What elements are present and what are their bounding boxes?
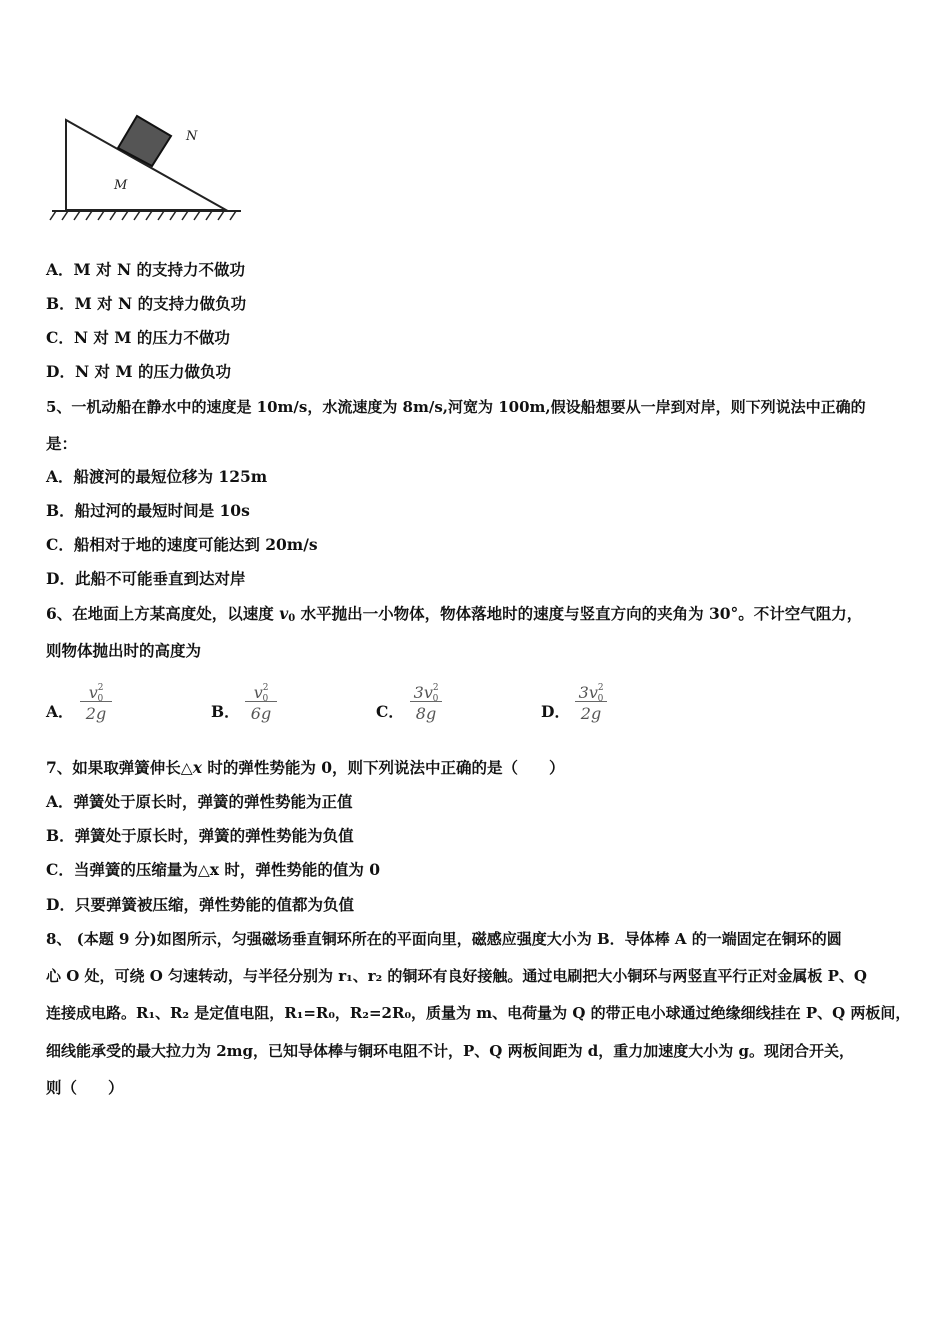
q4-option-d: D．N 对 M 的压力做负功 <box>46 362 231 381</box>
ground-hatching <box>50 211 236 220</box>
q7-stem-part-b: 时的弹性势能为 0，则下列说法中正确的是（ ） <box>201 758 565 777</box>
q4-option-b: B．M 对 N 的支持力做负功 <box>46 294 247 313</box>
q7-option-d: D．只要弹簧被压缩，弹性势能的值都为负值 <box>46 895 354 914</box>
q5-stem-line1: 5、一机动船在静水中的速度是 10m/s，水流速度为 8m/s,河宽为 100m,假设船想要从一岸到对岸，则下列说法中正确的 <box>46 398 866 416</box>
q5-stem-line2: 是： <box>46 434 78 453</box>
q7-option-b: B．弹簧处于原长时，弹簧的弹性势能为负值 <box>46 826 354 845</box>
q5-option-b: B．船过河的最短时间是 10s <box>46 501 250 520</box>
q6-option-b-fraction <box>241 676 281 726</box>
q7-option-a: A．弹簧处于原长时，弹簧的弹性势能为正值 <box>46 792 353 811</box>
q4-option-a: A．M 对 N 的支持力不做功 <box>46 260 246 279</box>
q6-v0-var: v <box>279 604 289 623</box>
q6-option-c-fraction <box>406 676 446 726</box>
q6-option-a-var: v <box>88 683 98 702</box>
q8-stem-line1: 8、 (本题 9 分)如图所示，匀强磁场垂直铜环所在的平面向里，磁感应强度大小为 B．导体棒 A 的一端固定在铜环的圆 <box>46 930 842 948</box>
q8-stem-line5: 则（ ） <box>46 1078 124 1097</box>
q6-option-d-label: D． <box>541 702 570 721</box>
incline-diagram <box>46 108 246 228</box>
q7-stem-part-a: 7、如果取弹簧伸长△ <box>46 758 193 777</box>
q6-option-b-den: 6g <box>250 704 272 723</box>
q6-stem-part-b: 水平抛出一小物体，物体落地时的速度与竖直方向的夹角为 30°。不计空气阻力， <box>295 604 863 623</box>
block-n-label: N <box>186 129 198 144</box>
q8-stem-line4: 细线能承受的最大拉力为 2mg，已知导体棒与铜环电阻不计，P、Q 两板间距为 d，重力加速度大小为 g。现闭合开关， <box>46 1042 855 1060</box>
q6-option-d-sup: 2 <box>597 683 604 693</box>
q7-stem <box>46 758 565 778</box>
q6-v0-sub: 0 <box>288 613 296 624</box>
q6-option-d-coef: 3 <box>578 683 589 702</box>
q6-option-c-coef: 3 <box>413 683 424 702</box>
q6-stem-part-a: 6、在地面上方某高度处，以速度 <box>46 604 280 623</box>
q6-option-d-fraction <box>571 676 611 726</box>
q4-option-c: C．N 对 M 的压力不做功 <box>46 328 230 347</box>
q6-option-a-sub: 0 <box>97 694 104 704</box>
q6-option-c-den: 8g <box>415 704 437 723</box>
wedge-m-label: M <box>114 178 128 193</box>
q6-option-c-label: C． <box>376 702 404 721</box>
q5-option-d: D．此船不可能垂直到达对岸 <box>46 569 246 588</box>
q8-stem-line3: 连接成电路。R₁、R₂ 是定值电阻，R₁=R₀，R₂=2R₀，质量为 m、电荷量为 Q 的带正电小球通过绝缘细线挂在 P、Q 两板间， <box>46 1004 911 1022</box>
q6-option-d-var: v <box>588 683 598 702</box>
q6-stem-line1 <box>46 604 862 629</box>
q6-option-c-sub: 0 <box>432 694 439 704</box>
q7-option-c: C．当弹簧的压缩量为△x 时，弹性势能的值为 0 <box>46 860 381 879</box>
q6-option-b-sub: 0 <box>262 694 269 704</box>
q8-stem-line2: 心 O 处，可绕 O 匀速转动，与半径分别为 r₁、r₂ 的铜环有良好接触。通过电刷把大小铜环与两竖直平行正对金属板 P、Q <box>46 967 867 985</box>
q6-option-b-label: B． <box>211 702 240 721</box>
block-n-shape <box>118 116 171 166</box>
q6-option-a-label: A． <box>46 702 74 721</box>
q6-option-a-sup: 2 <box>97 683 104 693</box>
q6-option-a-den: 2g <box>85 704 107 723</box>
q6-option-c-var: v <box>423 683 433 702</box>
q6-option-b-sup: 2 <box>262 683 269 693</box>
q7-stem-var: x <box>192 758 202 777</box>
q6-option-b-var: v <box>253 683 263 702</box>
q6-option-a-fraction <box>76 676 116 726</box>
q5-option-a: A．船渡河的最短位移为 125m <box>46 467 268 486</box>
q5-option-c: C．船相对于地的速度可能达到 20m/s <box>46 535 318 554</box>
q6-option-c-sup: 2 <box>432 683 439 693</box>
q6-option-d-sub: 0 <box>597 694 604 704</box>
q6-stem-line2: 则物体抛出时的高度为 <box>46 641 202 660</box>
q6-option-d-den: 2g <box>580 704 602 723</box>
